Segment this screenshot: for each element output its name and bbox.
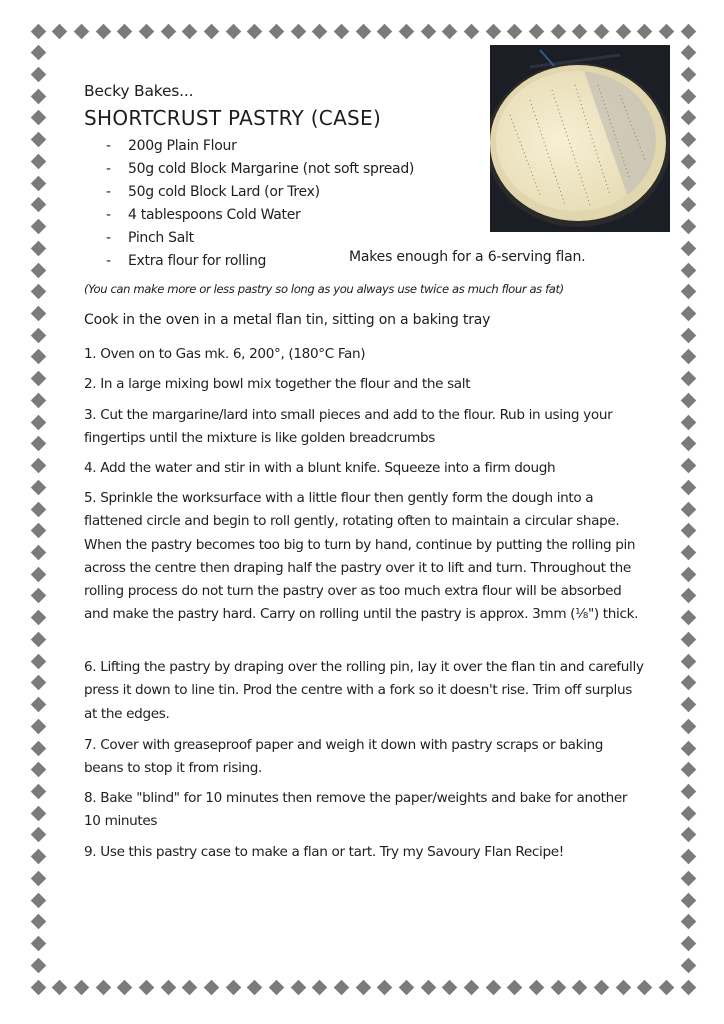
border-diamond xyxy=(30,23,46,39)
list-dash: - xyxy=(106,138,112,154)
list-dash: - xyxy=(106,253,112,269)
border-diamond xyxy=(30,697,46,713)
border-diamond xyxy=(160,23,176,39)
border-diamond xyxy=(615,979,631,995)
border-diamond xyxy=(485,979,501,995)
border-diamond xyxy=(30,523,46,539)
border-diamond xyxy=(225,979,241,995)
method-step: 6. Lifting the pastry by draping over the rolling pin, lay it over the flan tin and carefully press it down to line tin. Prod the centre with a fork so it doesn't rise. Trim off surplus at the edges. xyxy=(84,659,644,722)
border-diamond xyxy=(160,979,176,995)
border-diamond xyxy=(680,979,696,995)
method-step: 2. In a large mixing bowl mix together the flour and the salt xyxy=(84,376,471,392)
border-diamond xyxy=(30,132,46,148)
border-diamond xyxy=(52,979,68,995)
border-diamond xyxy=(550,23,566,39)
border-diamond xyxy=(30,436,46,452)
border-diamond xyxy=(680,327,696,343)
border-diamond xyxy=(312,979,328,995)
border-diamond xyxy=(680,697,696,713)
border-diamond xyxy=(30,327,46,343)
border-diamond xyxy=(30,827,46,843)
border-diamond xyxy=(680,914,696,930)
ingredient-item: 4 tablespoons Cold Water xyxy=(128,207,301,223)
cooking-note: Cook in the oven in a metal flan tin, sitting on a baking tray xyxy=(84,312,491,328)
border-diamond xyxy=(30,45,46,61)
border-diamond xyxy=(30,849,46,865)
border-diamond xyxy=(680,45,696,61)
border-diamond xyxy=(30,914,46,930)
border-diamond xyxy=(247,979,263,995)
border-diamond xyxy=(377,979,393,995)
border-diamond xyxy=(594,979,610,995)
border-diamond xyxy=(680,501,696,517)
border-diamond xyxy=(680,566,696,582)
border-diamond xyxy=(399,23,415,39)
border-diamond xyxy=(117,979,133,995)
border-diamond xyxy=(680,892,696,908)
border-diamond xyxy=(30,740,46,756)
method-step: 4. Add the water and stir in with a blunt knife. Squeeze into a firm dough xyxy=(84,460,556,476)
border-diamond xyxy=(550,979,566,995)
border-diamond xyxy=(680,23,696,39)
border-diamond xyxy=(680,436,696,452)
border-diamond xyxy=(680,718,696,734)
border-diamond xyxy=(117,23,133,39)
list-dash: - xyxy=(106,230,112,246)
border-diamond xyxy=(680,545,696,561)
border-diamond xyxy=(182,23,198,39)
border-diamond xyxy=(30,88,46,104)
border-diamond xyxy=(680,414,696,430)
pastry-case-photo xyxy=(490,45,670,232)
border-diamond xyxy=(30,871,46,887)
ingredient-item: 50g cold Block Lard (or Trex) xyxy=(128,184,320,200)
border-diamond xyxy=(680,762,696,778)
border-diamond xyxy=(680,219,696,235)
border-diamond xyxy=(30,197,46,213)
border-diamond xyxy=(312,23,328,39)
border-diamond xyxy=(572,979,588,995)
border-diamond xyxy=(680,805,696,821)
border-diamond xyxy=(30,414,46,430)
border-diamond xyxy=(139,979,155,995)
method-step: 5. Sprinkle the worksurface with a little flour then gently form the dough into a flattened circle and begin to roll gently, rotating often to maintain a circular shape. When the pastry becomes too big to turn by hand, continue by putting the rolling pin across the centre then draping half the pastry over it to lift and turn. Throughout the rolling process do not turn the pastry over as too much extra flour will be absorbed and make the pastry hard. Carry on rolling until the pastry is approx. 3mm (⅛") thick. xyxy=(84,490,639,623)
border-diamond xyxy=(680,588,696,604)
border-diamond xyxy=(355,23,371,39)
border-diamond xyxy=(30,349,46,365)
border-diamond xyxy=(680,154,696,170)
border-diamond xyxy=(680,88,696,104)
border-diamond xyxy=(680,284,696,300)
border-diamond xyxy=(529,23,545,39)
servings-note: Makes enough for a 6-serving flan. xyxy=(349,249,586,265)
border-diamond xyxy=(464,23,480,39)
border-diamond xyxy=(204,979,220,995)
border-diamond xyxy=(680,675,696,691)
border-diamond xyxy=(507,979,523,995)
border-diamond xyxy=(659,979,675,995)
method-step: 7. Cover with greaseproof paper and weigh it down with pastry scraps or baking beans to stop it from rising. xyxy=(84,737,604,777)
border-diamond xyxy=(334,23,350,39)
border-diamond xyxy=(30,545,46,561)
border-diamond xyxy=(30,501,46,517)
border-diamond xyxy=(269,979,285,995)
border-diamond xyxy=(30,610,46,626)
border-diamond xyxy=(377,23,393,39)
border-diamond xyxy=(680,240,696,256)
border-diamond xyxy=(30,653,46,669)
border-diamond xyxy=(680,653,696,669)
border-diamond xyxy=(30,284,46,300)
border-diamond xyxy=(30,154,46,170)
border-diamond xyxy=(95,979,111,995)
ingredient-item: Extra flour for rolling xyxy=(128,253,267,269)
method-step: 8. Bake "blind" for 10 minutes then remove the paper/weights and bake for another 10 minutes xyxy=(84,790,628,830)
border-diamond xyxy=(30,479,46,495)
brand-heading: Becky Bakes... xyxy=(84,82,194,100)
border-diamond xyxy=(30,957,46,973)
border-diamond xyxy=(680,197,696,213)
border-diamond xyxy=(680,306,696,322)
list-dash: - xyxy=(106,161,112,177)
border-diamond xyxy=(442,23,458,39)
border-diamond xyxy=(30,566,46,582)
border-diamond xyxy=(30,632,46,648)
ingredient-item: 200g Plain Flour xyxy=(128,138,237,154)
border-diamond xyxy=(442,979,458,995)
border-diamond xyxy=(680,349,696,365)
border-diamond xyxy=(680,67,696,83)
border-diamond xyxy=(680,458,696,474)
border-diamond xyxy=(637,979,653,995)
border-diamond xyxy=(485,23,501,39)
border-diamond xyxy=(594,23,610,39)
border-diamond xyxy=(637,23,653,39)
border-diamond xyxy=(680,610,696,626)
border-diamond xyxy=(225,23,241,39)
ingredient-item: Pinch Salt xyxy=(128,230,194,246)
border-diamond xyxy=(680,393,696,409)
recipe-title: SHORTCRUST PASTRY (CASE) xyxy=(84,106,382,130)
border-diamond xyxy=(30,936,46,952)
border-diamond xyxy=(334,979,350,995)
border-diamond xyxy=(30,262,46,278)
border-diamond xyxy=(30,784,46,800)
border-diamond xyxy=(680,371,696,387)
border-diamond xyxy=(680,784,696,800)
list-dash: - xyxy=(106,184,112,200)
method-step: 1. Oven on to Gas mk. 6, 200°, (180°C Fan) xyxy=(84,346,366,362)
border-diamond xyxy=(182,979,198,995)
border-diamond xyxy=(680,871,696,887)
border-diamond xyxy=(30,175,46,191)
ingredient-item: 50g cold Block Margarine (not soft spread) xyxy=(128,161,415,177)
method-step: 9. Use this pastry case to make a flan or tart. Try my Savoury Flan Recipe! xyxy=(84,844,564,860)
border-diamond xyxy=(290,979,306,995)
flan-tin-image xyxy=(490,45,670,232)
border-diamond xyxy=(680,827,696,843)
border-diamond xyxy=(507,23,523,39)
border-diamond xyxy=(30,805,46,821)
border-diamond xyxy=(680,479,696,495)
border-diamond xyxy=(204,23,220,39)
border-diamond xyxy=(52,23,68,39)
border-diamond xyxy=(659,23,675,39)
border-diamond xyxy=(30,67,46,83)
method-step: 3. Cut the margarine/lard into small pieces and add to the flour. Rub in using your fingertips until the mixture is like golden breadcrumbs xyxy=(84,407,613,447)
border-diamond xyxy=(30,110,46,126)
border-diamond xyxy=(399,979,415,995)
border-diamond xyxy=(680,175,696,191)
border-diamond xyxy=(74,23,90,39)
border-diamond xyxy=(680,632,696,648)
list-dash: - xyxy=(106,207,112,223)
border-diamond xyxy=(680,957,696,973)
border-diamond xyxy=(269,23,285,39)
border-diamond xyxy=(680,936,696,952)
border-diamond xyxy=(74,979,90,995)
border-diamond xyxy=(680,262,696,278)
border-diamond xyxy=(30,219,46,235)
border-diamond xyxy=(355,979,371,995)
border-diamond xyxy=(30,588,46,604)
border-diamond xyxy=(139,23,155,39)
border-diamond xyxy=(30,306,46,322)
border-diamond xyxy=(420,23,436,39)
border-diamond xyxy=(30,675,46,691)
border-diamond xyxy=(420,979,436,995)
border-diamond xyxy=(290,23,306,39)
border-diamond xyxy=(464,979,480,995)
border-diamond xyxy=(680,523,696,539)
border-diamond xyxy=(30,979,46,995)
border-diamond xyxy=(30,892,46,908)
border-diamond xyxy=(680,740,696,756)
border-diamond xyxy=(680,110,696,126)
border-diamond xyxy=(30,718,46,734)
border-diamond xyxy=(30,240,46,256)
border-diamond xyxy=(680,132,696,148)
border-diamond xyxy=(30,371,46,387)
border-diamond xyxy=(30,393,46,409)
border-diamond xyxy=(30,458,46,474)
border-diamond xyxy=(572,23,588,39)
border-diamond xyxy=(30,762,46,778)
border-diamond xyxy=(615,23,631,39)
border-diamond xyxy=(95,23,111,39)
border-diamond xyxy=(247,23,263,39)
border-diamond xyxy=(529,979,545,995)
border-diamond xyxy=(680,849,696,865)
ratio-note: (You can make more or less pastry so long as you always use twice as much flour as fat) xyxy=(84,282,564,296)
